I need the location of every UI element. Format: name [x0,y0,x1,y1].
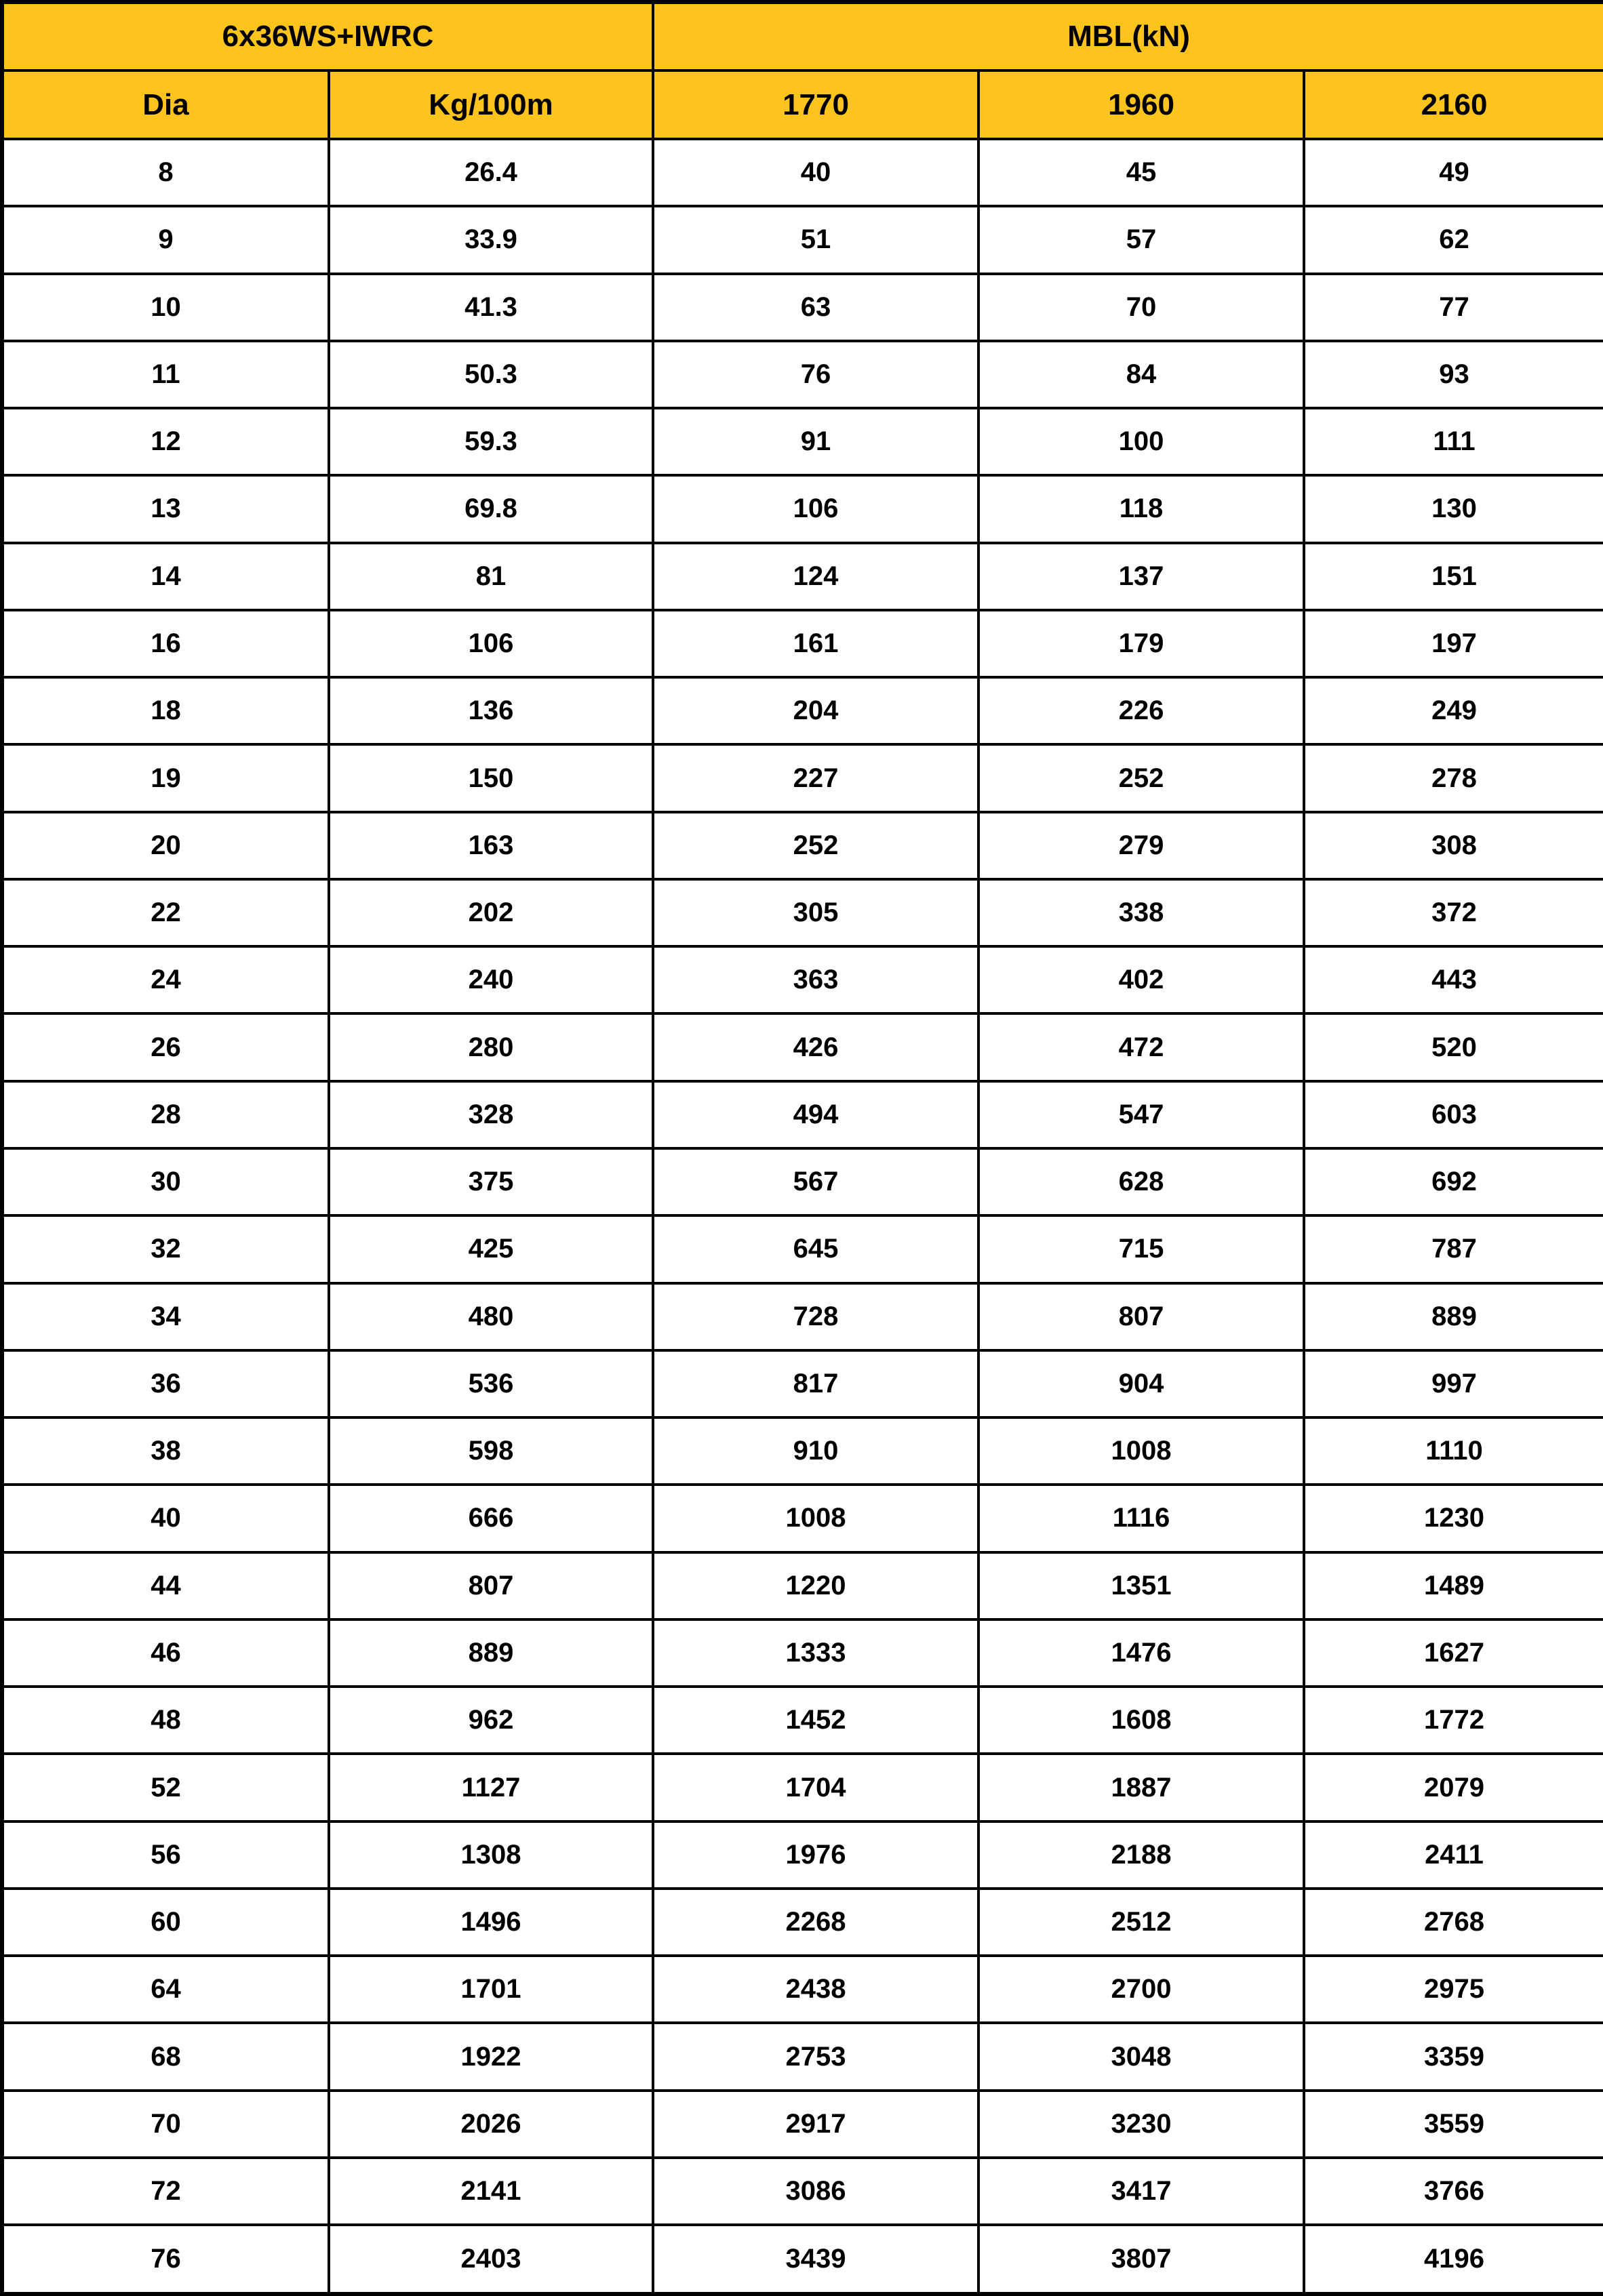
cell-dia: 32 [2,1215,329,1283]
cell-2160: 93 [1304,341,1603,408]
cell-kg100m: 1127 [329,1754,653,1821]
cell-1960: 118 [978,475,1304,542]
cell-dia: 64 [2,1956,329,2023]
cell-dia: 26 [2,1013,329,1081]
col-header-2160: 2160 [1304,71,1603,139]
cell-1960: 338 [978,879,1304,946]
cell-dia: 60 [2,1889,329,1956]
table-row [2,274,1603,341]
cell-kg100m: 81 [329,543,653,610]
cell-kg100m: 1701 [329,1956,653,2023]
cell-2160: 443 [1304,946,1603,1013]
cell-1960: 807 [978,1283,1304,1350]
cell-kg100m: 163 [329,812,653,879]
cell-dia: 22 [2,879,329,946]
cell-1770: 1704 [653,1754,978,1821]
cell-dia: 10 [2,274,329,341]
cell-kg100m: 150 [329,744,653,811]
table-row [2,1350,1603,1417]
cell-2160: 130 [1304,475,1603,542]
cell-2160: 278 [1304,744,1603,811]
cell-1770: 252 [653,812,978,879]
cell-kg100m: 2141 [329,2158,653,2225]
cell-1770: 1333 [653,1619,978,1687]
table-row [2,2091,1603,2158]
cell-dia: 56 [2,1821,329,1889]
table-row [2,1081,1603,1148]
cell-2160: 62 [1304,206,1603,273]
cell-1960: 3230 [978,2091,1304,2158]
cell-2160: 520 [1304,1013,1603,1081]
cell-dia: 14 [2,543,329,610]
cell-dia: 20 [2,812,329,879]
cell-1770: 817 [653,1350,978,1417]
cell-dia: 68 [2,2023,329,2090]
cell-dia: 44 [2,1552,329,1619]
cell-1770: 63 [653,274,978,341]
cell-dia: 9 [2,206,329,273]
table-row [2,1013,1603,1081]
cell-kg100m: 1308 [329,1821,653,1889]
cell-kg100m: 328 [329,1081,653,1148]
table-row [2,341,1603,408]
cell-1960: 3807 [978,2225,1304,2294]
table-row [2,543,1603,610]
cell-kg100m: 536 [329,1350,653,1417]
cell-2160: 3559 [1304,2091,1603,2158]
cell-2160: 2975 [1304,1956,1603,2023]
cell-kg100m: 1496 [329,1889,653,1956]
cell-1960: 1476 [978,1619,1304,1687]
cell-kg100m: 1922 [329,2023,653,2090]
cell-2160: 692 [1304,1148,1603,1215]
cell-1960: 904 [978,1350,1304,1417]
cell-2160: 197 [1304,610,1603,677]
table-row [2,1889,1603,1956]
cell-1960: 70 [978,274,1304,341]
cell-kg100m: 240 [329,946,653,1013]
table-row [2,1148,1603,1215]
cell-1960: 57 [978,206,1304,273]
cell-1960: 137 [978,543,1304,610]
col-header-dia: Dia [2,71,329,139]
cell-2160: 249 [1304,677,1603,744]
cell-2160: 111 [1304,408,1603,475]
table-row [2,408,1603,475]
cell-1960: 1608 [978,1687,1304,1754]
cell-1960: 179 [978,610,1304,677]
cell-1770: 204 [653,677,978,744]
cell-1960: 2188 [978,1821,1304,1889]
cell-1960: 226 [978,677,1304,744]
group-header-row [2,2,1603,71]
cell-dia: 18 [2,677,329,744]
cell-1770: 494 [653,1081,978,1148]
cell-kg100m: 280 [329,1013,653,1081]
table-row [2,1619,1603,1687]
table-row [2,1754,1603,1821]
cell-kg100m: 425 [329,1215,653,1283]
cell-kg100m: 59.3 [329,408,653,475]
table-row [2,610,1603,677]
cell-1770: 3439 [653,2225,978,2294]
cell-dia: 48 [2,1687,329,1754]
col-header-kg100m: Kg/100m [329,71,653,139]
cell-2160: 2079 [1304,1754,1603,1821]
cell-dia: 8 [2,139,329,206]
cell-1770: 645 [653,1215,978,1283]
table-row [2,2023,1603,2090]
cell-kg100m: 666 [329,1485,653,1552]
cell-dia: 30 [2,1148,329,1215]
cell-2160: 997 [1304,1350,1603,1417]
table-row [2,1821,1603,1889]
cell-dia: 76 [2,2225,329,2294]
table-row [2,2225,1603,2294]
cell-2160: 49 [1304,139,1603,206]
cell-dia: 52 [2,1754,329,1821]
cell-dia: 16 [2,610,329,677]
cell-1960: 84 [978,341,1304,408]
cell-1770: 40 [653,139,978,206]
cell-kg100m: 598 [329,1417,653,1485]
cell-1770: 728 [653,1283,978,1350]
cell-kg100m: 136 [329,677,653,744]
table-body [2,139,1603,2294]
cell-kg100m: 889 [329,1619,653,1687]
cell-2160: 889 [1304,1283,1603,1350]
cell-dia: 34 [2,1283,329,1350]
cell-1770: 3086 [653,2158,978,2225]
table-row [2,1215,1603,1283]
cell-2160: 151 [1304,543,1603,610]
cell-2160: 603 [1304,1081,1603,1148]
cell-2160: 787 [1304,1215,1603,1283]
cell-2160: 1627 [1304,1619,1603,1687]
cell-2160: 1230 [1304,1485,1603,1552]
cell-dia: 28 [2,1081,329,1148]
cell-2160: 2768 [1304,1889,1603,1956]
cell-1770: 106 [653,475,978,542]
table-row [2,946,1603,1013]
col-header-1770: 1770 [653,71,978,139]
table-row [2,1485,1603,1552]
cell-dia: 12 [2,408,329,475]
cell-kg100m: 106 [329,610,653,677]
cell-dia: 72 [2,2158,329,2225]
cell-dia: 46 [2,1619,329,1687]
cell-1960: 252 [978,744,1304,811]
cell-dia: 38 [2,1417,329,1485]
cell-1960: 2512 [978,1889,1304,1956]
table-row [2,475,1603,542]
table-row [2,2158,1603,2225]
cell-dia: 70 [2,2091,329,2158]
cell-1960: 547 [978,1081,1304,1148]
cell-2160: 77 [1304,274,1603,341]
cell-1770: 76 [653,341,978,408]
cell-1960: 472 [978,1013,1304,1081]
cell-2160: 1772 [1304,1687,1603,1754]
cell-1770: 2268 [653,1889,978,1956]
cell-1960: 1116 [978,1485,1304,1552]
cell-1960: 628 [978,1148,1304,1215]
cell-1960: 402 [978,946,1304,1013]
table-row [2,677,1603,744]
cell-dia: 11 [2,341,329,408]
cell-1770: 2917 [653,2091,978,2158]
table-row [2,812,1603,879]
cell-kg100m: 2026 [329,2091,653,2158]
cell-1770: 426 [653,1013,978,1081]
cell-1960: 1351 [978,1552,1304,1619]
cell-2160: 2411 [1304,1821,1603,1889]
cell-2160: 1110 [1304,1417,1603,1485]
cell-2160: 372 [1304,879,1603,946]
cell-1770: 363 [653,946,978,1013]
cell-1770: 1220 [653,1552,978,1619]
table-row [2,879,1603,946]
cell-1960: 45 [978,139,1304,206]
cell-kg100m: 41.3 [329,274,653,341]
cell-1770: 51 [653,206,978,273]
cell-kg100m: 69.8 [329,475,653,542]
table-header [2,2,1603,139]
cell-1770: 124 [653,543,978,610]
table-row [2,139,1603,206]
cell-1960: 715 [978,1215,1304,1283]
cell-dia: 19 [2,744,329,811]
cell-1770: 91 [653,408,978,475]
table-row [2,1552,1603,1619]
cell-1960: 1008 [978,1417,1304,1485]
group-header-mbl: MBL(kN) [653,2,1603,71]
cell-kg100m: 962 [329,1687,653,1754]
cell-kg100m: 26.4 [329,139,653,206]
group-header-construction: 6x36WS+IWRC [2,2,653,71]
cell-1960: 3417 [978,2158,1304,2225]
cell-kg100m: 33.9 [329,206,653,273]
cell-1770: 910 [653,1417,978,1485]
cell-1770: 1976 [653,1821,978,1889]
cell-2160: 4196 [1304,2225,1603,2294]
col-header-1960: 1960 [978,71,1304,139]
cell-kg100m: 202 [329,879,653,946]
cell-kg100m: 2403 [329,2225,653,2294]
table-row [2,1956,1603,2023]
cell-kg100m: 807 [329,1552,653,1619]
table-row [2,206,1603,273]
cell-kg100m: 50.3 [329,341,653,408]
cell-2160: 3766 [1304,2158,1603,2225]
table-row [2,744,1603,811]
cell-1770: 161 [653,610,978,677]
cell-1960: 2700 [978,1956,1304,2023]
cell-1960: 100 [978,408,1304,475]
cell-1770: 227 [653,744,978,811]
cell-1770: 1008 [653,1485,978,1552]
cell-dia: 13 [2,475,329,542]
table-row [2,1687,1603,1754]
cell-1960: 1887 [978,1754,1304,1821]
cell-1770: 2438 [653,1956,978,2023]
cell-1960: 3048 [978,2023,1304,2090]
cell-1770: 2753 [653,2023,978,2090]
cell-dia: 40 [2,1485,329,1552]
cell-kg100m: 375 [329,1148,653,1215]
cell-2160: 1489 [1304,1552,1603,1619]
cell-kg100m: 480 [329,1283,653,1350]
cell-1770: 1452 [653,1687,978,1754]
table-row [2,1417,1603,1485]
column-header-row [2,71,1603,139]
cell-1770: 305 [653,879,978,946]
table-row [2,1283,1603,1350]
cell-1960: 279 [978,812,1304,879]
cell-dia: 36 [2,1350,329,1417]
cell-2160: 308 [1304,812,1603,879]
cell-1770: 567 [653,1148,978,1215]
cell-2160: 3359 [1304,2023,1603,2090]
cell-dia: 24 [2,946,329,1013]
